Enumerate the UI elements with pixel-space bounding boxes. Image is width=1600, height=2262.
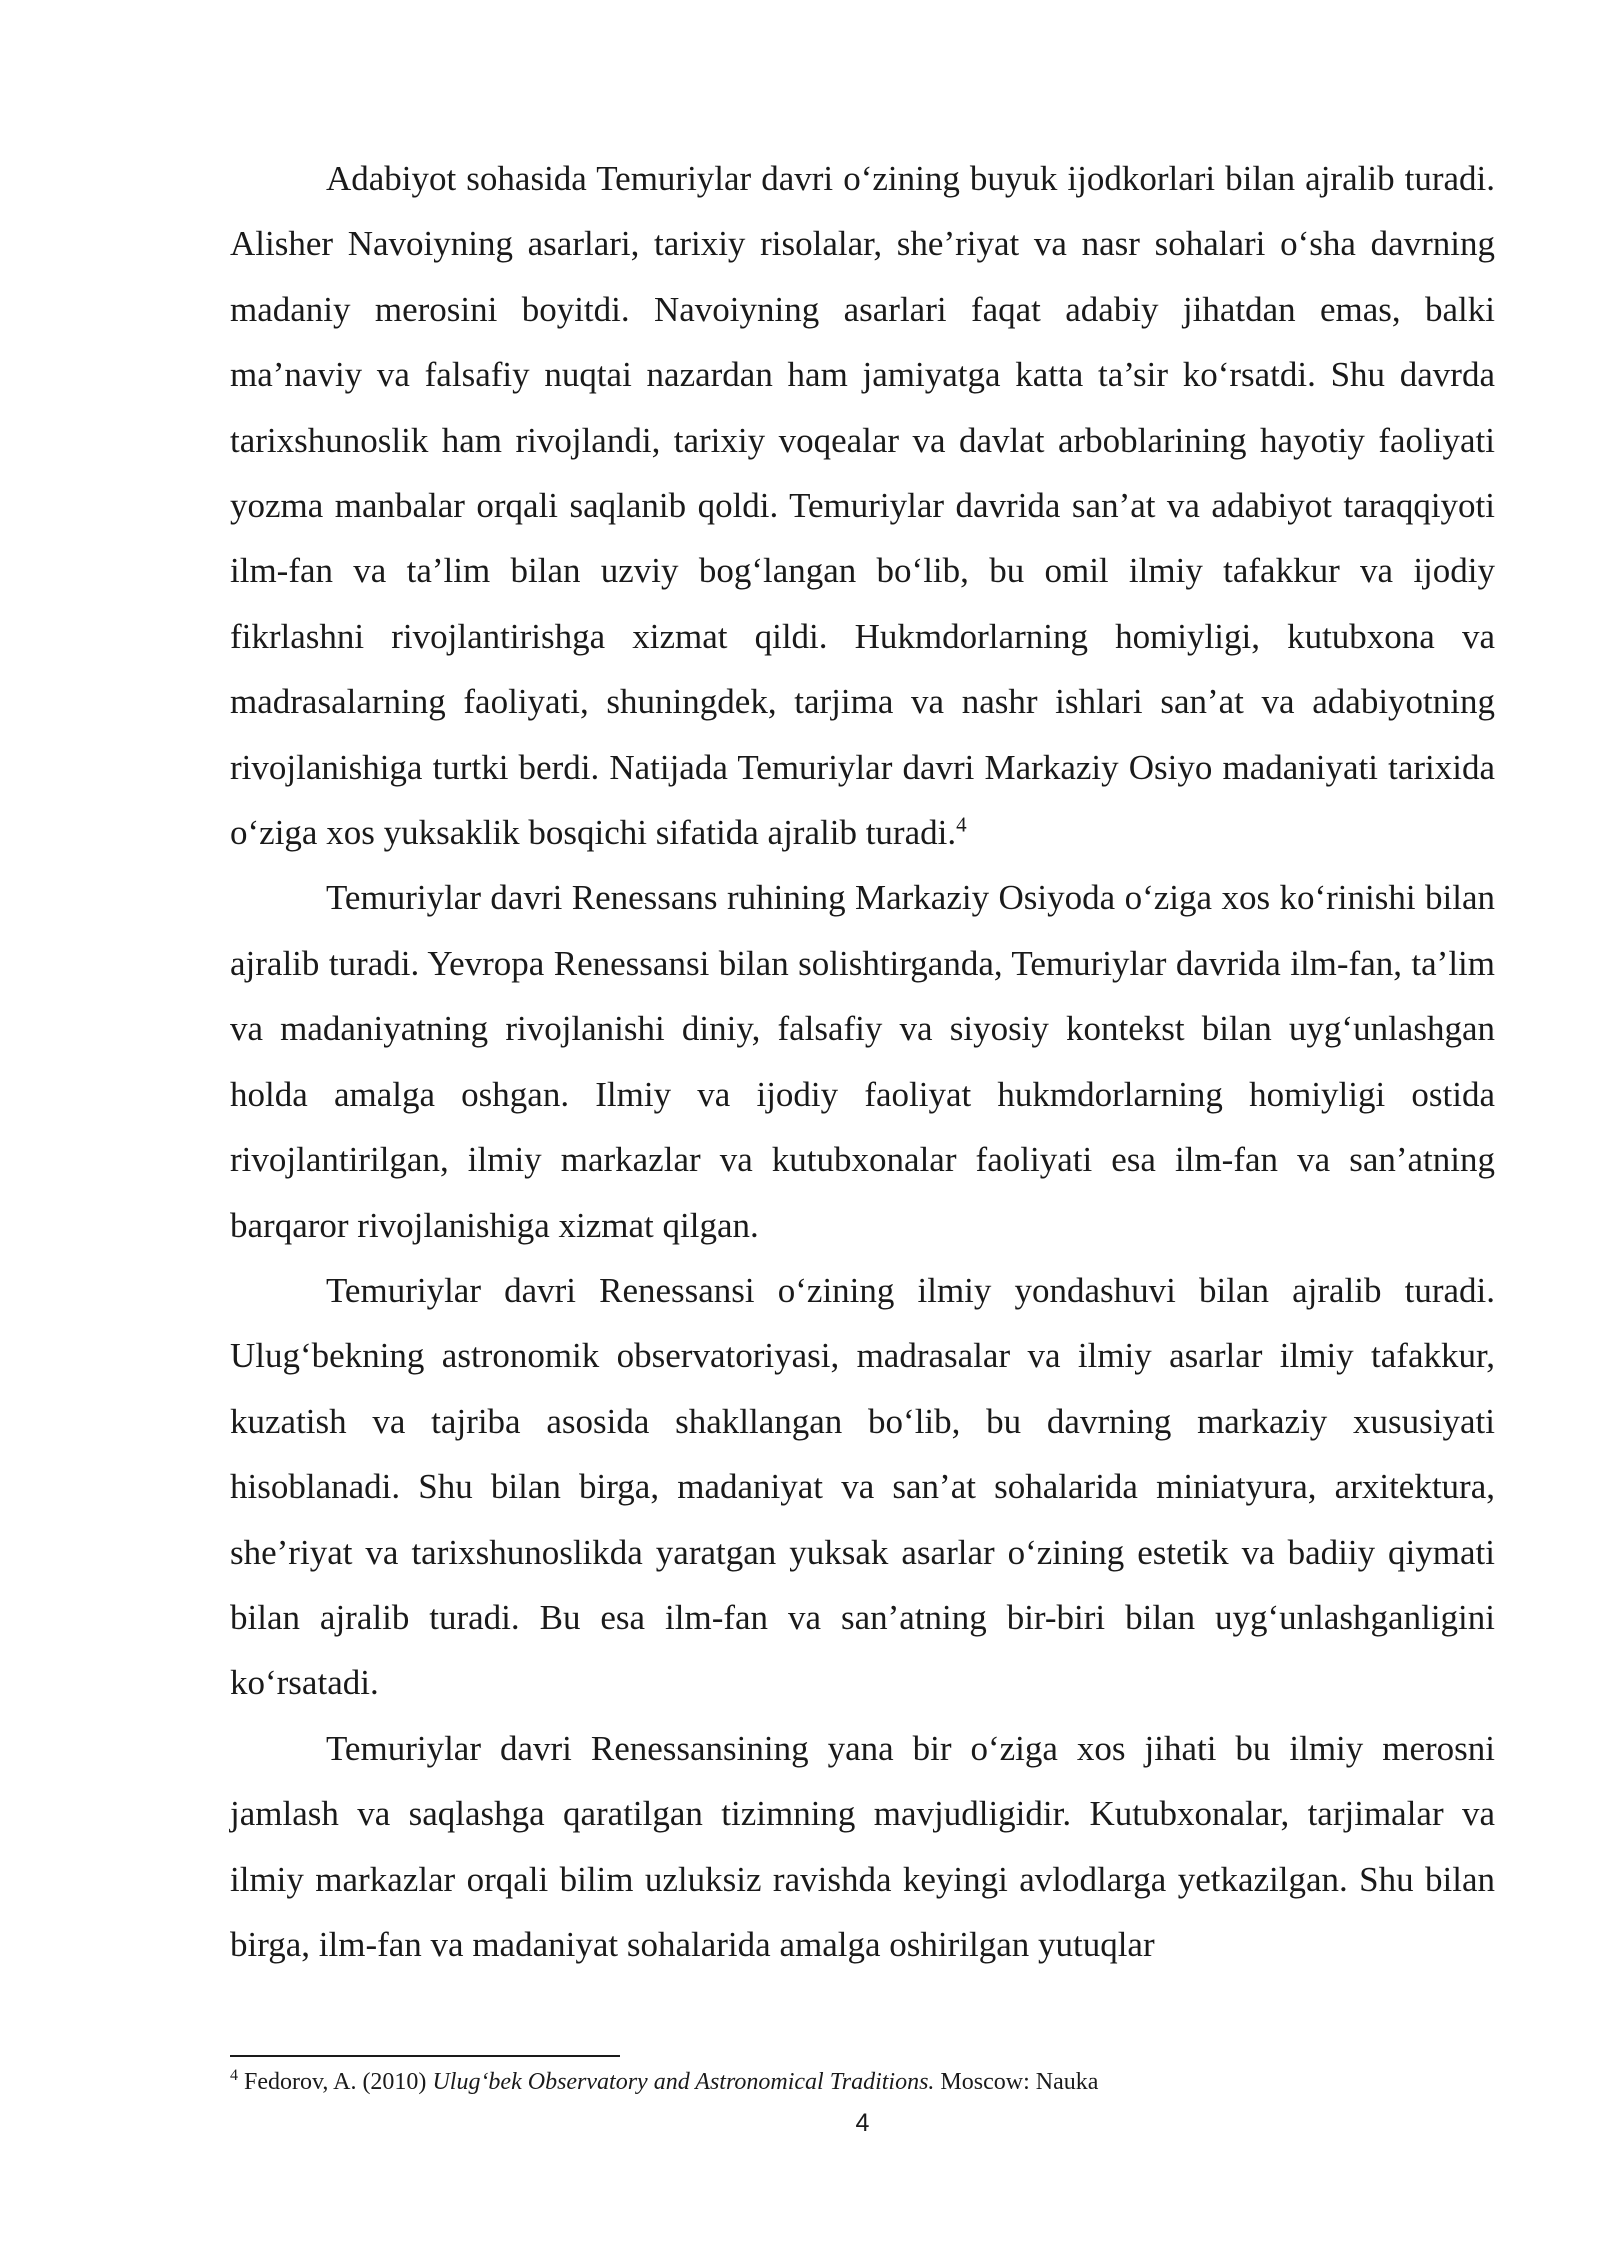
footnote-author-year: Fedorov, A. (2010) — [244, 2069, 427, 2095]
paragraph-4 — [230, 1716, 1495, 1978]
paragraph-1 — [230, 146, 1495, 865]
paragraph-text: Temuriylar davri Renessansining yana bir o‘ziga xos jihati bu ilmiy merosni jamlash va saqlashga qaratilgan tizimning mavjudligidir. Kutubxonalar, tarjimalar va ilmiy markazlar orqali bilim uzluksiz ravishda keyingi avlodlarga yetkazilgan. Shu bilan birga, ilm-fan va madaniyat sohalarida amalga oshirilgan yutuqlar — [230, 1728, 1495, 1964]
paragraph-text: Adabiyot sohasida Temuriylar davri o‘zining buyuk ijodkorlari bilan ajralib turadi. Alisher Navoiyning asarlari, tarixiy risolalar, she’riyat va nasr sohalari o‘sha davrning madaniy merosini boyitdi. Navoiyning asarlari faqat adabiy jihatdan emas, balki ma’naviy va falsafiy nuqtai nazardan ham jamiyatga katta ta’sir ko‘rsatdi. Shu davrda tarixshunoslik ham rivojlandi, tarixiy voqealar va davlat arboblarining hayotiy faoliyati yozma manbalar orqali saqlanib qoldi. Temuriylar davrida san’at va adabiyot taraqqiyoti ilm-fan va ta’lim bilan uzviy bog‘langan bo‘lib, bu omil ilmiy tafakkur va ijodiy fikrlashni rivojlantirishga xizmat qildi. Hukmdorlarning homiyligi, kutubxona va madrasalarning faoliyati, shuningdek, tarjima va nashr ishlari san’at va adabiyotning rivojlanishiga turtki berdi. Natijada Temuriylar davri Markaziy Osiyo madaniyati tarixida o‘ziga xos yuksaklik bosqichi sifatida ajralib turadi. — [230, 159, 1495, 853]
footnote-publisher: Moscow: Nauka — [940, 2069, 1099, 2095]
footnote — [230, 2065, 1495, 2099]
footnote-separator — [230, 2055, 620, 2057]
footnote-title: Ulug‘bek Observatory and Astronomical Traditions. — [432, 2069, 935, 2095]
footnote-number: 4 — [230, 2067, 238, 2084]
paragraph-2 — [230, 865, 1495, 1257]
paragraph-3 — [230, 1258, 1495, 1716]
paragraph-text: Temuriylar davri Renessans ruhining Markaziy Osiyoda o‘ziga xos ko‘rinishi bilan ajralib turadi. Yevropa Renessansi bilan solishtirganda, Temuriylar davrida ilm-fan, ta’lim va madaniyatning rivojlanishi diniy, falsafiy va siyosiy kontekst bilan uyg‘unlashgan holda amalga oshgan. Ilmiy va ijodiy faoliyat hukmdorlarning homiyligi ostida rivojlantirilgan, ilmiy markazlar va kutubxonalar faoliyati esa ilm-fan va san’atning barqaror rivojlanishiga xizmat qilgan. — [230, 878, 1495, 1245]
paragraph-text: Temuriylar davri Renessansi o‘zining ilmiy yondashuvi bilan ajralib turadi. Ulug‘bekning astronomik observatoriyasi, madrasalar va ilmiy asarlar ilmiy tafakkur, kuzatish va tajriba asosida shakllangan bo‘lib, bu davrning markaziy xususiyati hisoblanadi. Shu bilan birga, madaniyat va san’at sohalarida miniatyura, arxitektura, she’riyat va tarixshunoslikda yaratgan yuksak asarlar o‘zining estetik va badiiy qiymati bilan ajralib turadi. Bu esa ilm-fan va san’atning bir-biri bilan uyg‘unlashganligini ko‘rsatadi. — [230, 1270, 1495, 1703]
page-number: 4 — [855, 2109, 870, 2137]
body-text — [230, 146, 1495, 1977]
footnote-reference[interactable]: 4 — [956, 812, 967, 837]
